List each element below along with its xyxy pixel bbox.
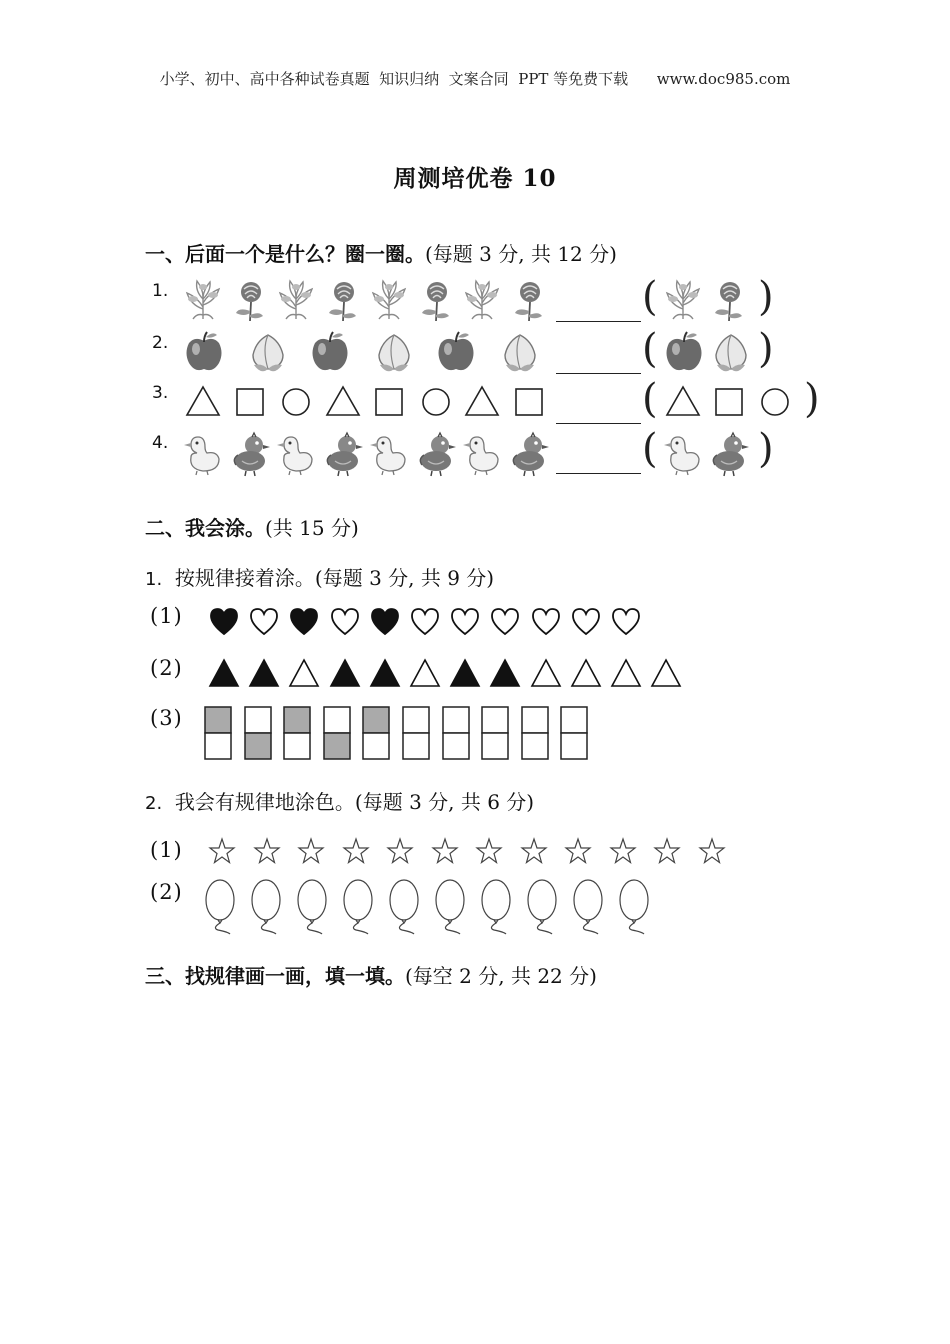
heart-outline-icon[interactable]	[570, 606, 602, 636]
section2-heading	[145, 512, 359, 541]
balloon-outline-icon[interactable]	[386, 878, 422, 936]
split-box-none[interactable]	[521, 706, 549, 760]
heart-filled-icon	[369, 606, 401, 636]
peach-icon	[371, 331, 415, 375]
question-number: 2.	[152, 333, 169, 353]
apple-icon	[308, 331, 352, 375]
apple-icon	[182, 331, 226, 375]
triangle-filled-icon	[489, 658, 521, 688]
part2-text: 我会有规律地涂色。	[174, 790, 355, 814]
heart-outline-icon[interactable]	[489, 606, 521, 636]
triangle-filled-icon	[329, 658, 361, 688]
star-outline-icon[interactable]	[699, 838, 725, 864]
row-label: (1)	[150, 604, 183, 628]
heart-outline-icon[interactable]	[329, 606, 361, 636]
star-outline-icon[interactable]	[209, 838, 235, 864]
duck-icon	[461, 431, 505, 475]
balloon-outline-icon[interactable]	[248, 878, 284, 936]
triangle-filled-icon	[449, 658, 481, 688]
section1-score: (每题 3 分, 共 12 分)	[425, 242, 617, 266]
split-box-none[interactable]	[402, 706, 430, 760]
option-chick-icon[interactable]	[708, 431, 752, 475]
triangle-filled-icon	[208, 658, 240, 688]
balloon-outline-icon[interactable]	[202, 878, 238, 936]
option-apple-icon[interactable]	[662, 331, 706, 375]
right-paren: )	[758, 326, 774, 372]
star-outline-icon[interactable]	[254, 838, 280, 864]
star-outline-icon[interactable]	[610, 838, 636, 864]
left-paren: (	[642, 326, 658, 372]
triangle-outline-icon[interactable]	[288, 658, 320, 688]
answer-blank[interactable]	[556, 423, 641, 424]
star-outline-icon[interactable]	[521, 838, 547, 864]
rose-icon	[229, 279, 273, 323]
peach-icon	[245, 331, 289, 375]
row-label: (2)	[150, 880, 183, 904]
header-text: 小学、初中、高中各种试卷真题 知识归纳 文案合同 PPT 等免费下载	[159, 70, 629, 88]
left-paren: (	[642, 426, 658, 472]
triangle-icon	[322, 381, 366, 425]
chick-icon	[322, 431, 366, 475]
heart-filled-icon	[288, 606, 320, 636]
row-label: (1)	[150, 838, 183, 862]
balloon-outline-icon[interactable]	[340, 878, 376, 936]
star-outline-icon[interactable]	[298, 838, 324, 864]
section3-score: (每空 2 分, 共 22 分)	[405, 964, 597, 988]
plant-icon	[461, 279, 505, 323]
balloon-outline-icon[interactable]	[478, 878, 514, 936]
apple-icon	[434, 331, 478, 375]
page-header	[0, 68, 950, 89]
left-paren: (	[642, 376, 658, 422]
circle-icon	[415, 381, 459, 425]
heart-outline-icon[interactable]	[530, 606, 562, 636]
part2-num: 2.	[145, 793, 163, 814]
triangle-icon	[182, 381, 226, 425]
triangle-outline-icon[interactable]	[610, 658, 642, 688]
part1-num: 1.	[145, 569, 163, 590]
right-paren: )	[758, 426, 774, 472]
split-box-top	[204, 706, 232, 760]
option-triangle-icon[interactable]	[662, 381, 706, 425]
rose-icon	[508, 279, 552, 323]
chick-icon	[508, 431, 552, 475]
section2-part1-heading	[145, 562, 494, 591]
split-box-none[interactable]	[560, 706, 588, 760]
peach-icon	[497, 331, 541, 375]
question-number: 3.	[152, 383, 169, 403]
circle-icon	[275, 381, 319, 425]
triangle-outline-icon[interactable]	[409, 658, 441, 688]
section3-heading	[145, 960, 597, 989]
answer-blank[interactable]	[556, 321, 641, 322]
split-box-none[interactable]	[442, 706, 470, 760]
option-square-icon[interactable]	[708, 381, 752, 425]
duck-icon	[275, 431, 319, 475]
part1-text: 按规律接着涂。	[174, 566, 315, 590]
split-box-top	[362, 706, 390, 760]
heart-outline-icon[interactable]	[610, 606, 642, 636]
row-label: (2)	[150, 656, 183, 680]
question-number: 4.	[152, 433, 169, 453]
question-number: 1.	[152, 281, 169, 301]
right-paren: )	[804, 376, 820, 422]
part1-score: (每题 3 分, 共 9 分)	[314, 566, 495, 590]
rose-icon	[322, 279, 366, 323]
star-outline-icon[interactable]	[654, 838, 680, 864]
star-outline-icon[interactable]	[565, 838, 591, 864]
triangle-outline-icon[interactable]	[530, 658, 562, 688]
right-paren: )	[758, 274, 774, 320]
split-box-none[interactable]	[481, 706, 509, 760]
left-paren: (	[642, 274, 658, 320]
heart-outline-icon[interactable]	[409, 606, 441, 636]
part2-score: (每题 3 分, 共 6 分)	[354, 790, 535, 814]
section2-head: 二、我会涂。	[145, 516, 265, 540]
triangle-filled-icon	[248, 658, 280, 688]
option-duck-icon[interactable]	[662, 431, 706, 475]
triangle-outline-icon[interactable]	[650, 658, 682, 688]
rose-icon	[415, 279, 459, 323]
section1-heading	[145, 238, 617, 267]
heart-outline-icon[interactable]	[449, 606, 481, 636]
plant-icon	[182, 279, 226, 323]
balloon-outline-icon[interactable]	[294, 878, 330, 936]
chick-icon	[415, 431, 459, 475]
section2-part2-heading	[145, 786, 534, 815]
header-site: www.doc985.com	[656, 70, 791, 88]
duck-icon	[182, 431, 226, 475]
split-box-bottom	[323, 706, 351, 760]
duck-icon	[368, 431, 412, 475]
heart-outline-icon[interactable]	[248, 606, 280, 636]
answer-blank[interactable]	[556, 373, 641, 374]
square-icon	[508, 381, 552, 425]
triangle-filled-icon	[369, 658, 401, 688]
chick-icon	[229, 431, 273, 475]
answer-blank[interactable]	[556, 473, 641, 474]
split-box-bottom	[244, 706, 272, 760]
option-peach-icon[interactable]	[708, 331, 752, 375]
section3-head: 三、找规律画一画，填一填。	[145, 964, 405, 988]
plant-icon	[368, 279, 412, 323]
page-title: 周测培优卷 10	[393, 165, 557, 192]
row-label: (3)	[150, 706, 183, 730]
option-circle-icon[interactable]	[754, 381, 798, 425]
triangle-outline-icon[interactable]	[570, 658, 602, 688]
heart-filled-icon	[208, 606, 240, 636]
balloon-outline-icon[interactable]	[616, 878, 652, 936]
option-plant-icon[interactable]	[662, 279, 706, 323]
option-rose-icon[interactable]	[708, 279, 752, 323]
star-outline-icon[interactable]	[343, 838, 369, 864]
section2-score: (共 15 分)	[265, 516, 359, 540]
triangle-icon	[461, 381, 505, 425]
balloon-outline-icon[interactable]	[570, 878, 606, 936]
split-box-top	[283, 706, 311, 760]
section1-head: 一、后面一个是什么？圈一圈。	[145, 242, 425, 266]
star-outline-icon[interactable]	[476, 838, 502, 864]
balloon-outline-icon[interactable]	[524, 878, 560, 936]
star-outline-icon[interactable]	[387, 838, 413, 864]
square-icon	[368, 381, 412, 425]
square-icon	[229, 381, 273, 425]
star-outline-icon[interactable]	[432, 838, 458, 864]
plant-icon	[275, 279, 319, 323]
balloon-outline-icon[interactable]	[432, 878, 468, 936]
